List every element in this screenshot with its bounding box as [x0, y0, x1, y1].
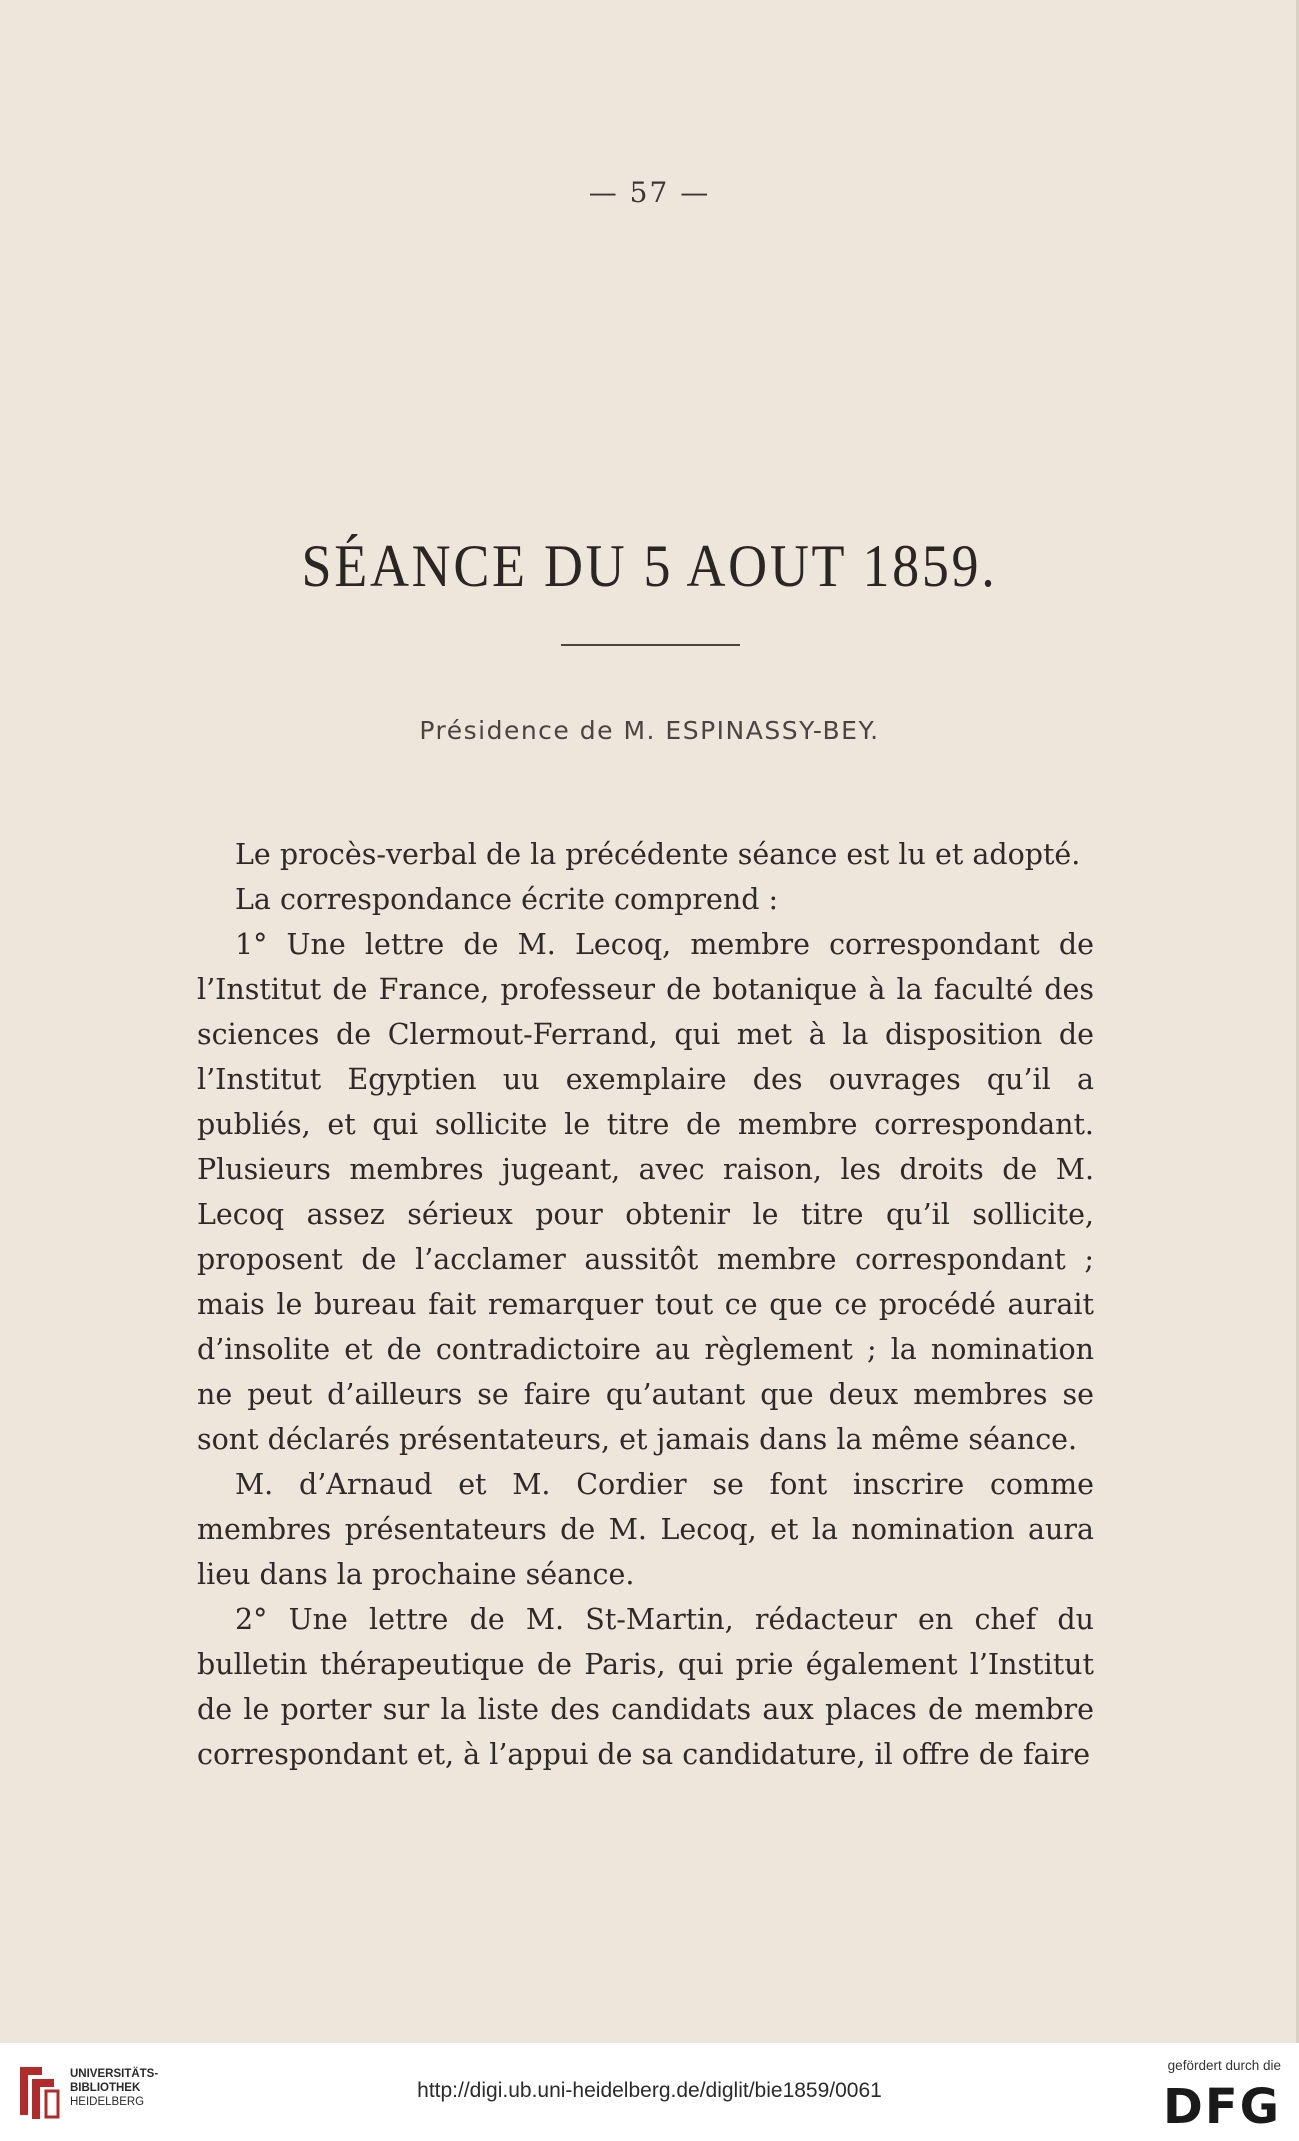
page-title: SÉANCE DU 5 AOUT 1859.: [301, 533, 998, 599]
paragraph: La correspondance écrite comprend :: [235, 883, 779, 916]
source-url-link[interactable]: http://digi.ub.uni-heidelberg.de/diglit/bie1859/0061: [417, 2079, 882, 2102]
paragraph: 1° Une lettre de M. Lecoq, membre correspondant de l’Institut de France, professeur de botanique à la faculté des sciences de Clermout-Ferrand, qui met à la disposition de l’Institut Egyptien uu exemplaire des ouvrages qu’il a publiés, et qui sollicite le titre de membre correspondant. Plusieurs membres jugeant, avec raison, les droits de M. Lecoq assez sérieux pour obtenir le titre qu’il sollicite, proposent de l’acclamer aussitôt membre correspondant ; mais le bureau fait remarquer tout ce que ce procédé aurait d’insolite et de contradictoire au règlement ; la nomination ne peut d’ailleurs se faire qu’autant que deux membres se sont déclarés présentateurs, et jamais dans la même séance.: [197, 928, 1094, 1456]
page-number: — 57 —: [588, 176, 711, 209]
footer-bar: [0, 2043, 1299, 2141]
paragraph: Le procès-verbal de la précédente séance est lu et adopté.: [235, 838, 1081, 871]
university-name: UNIVERSITÄTS- BIBLIOTHEK HEIDELBERG: [70, 2068, 159, 2108]
funding-note: gefördert durch die: [1167, 2058, 1281, 2073]
body-text: [197, 832, 1094, 1777]
title-divider: [561, 644, 740, 646]
dfg-logo: DFG: [1162, 2079, 1281, 2135]
presidence-line: Présidence de M. ESPINASSY-BEY.: [419, 716, 880, 745]
paragraph: M. d’Arnaud et M. Cordier se font inscrire comme membres présentateurs de M. Lecoq, et la nomination aura lieu dans la prochaine séance.: [197, 1468, 1094, 1591]
paragraph: 2° Une lettre de M. St-Martin, rédacteur en chef du bulletin thérapeutique de Paris, qui prie également l’Institut de le porter sur la liste des candidats aux places de membre correspondant et, à l’appui de sa candidature, il offre de faire: [197, 1603, 1094, 1771]
